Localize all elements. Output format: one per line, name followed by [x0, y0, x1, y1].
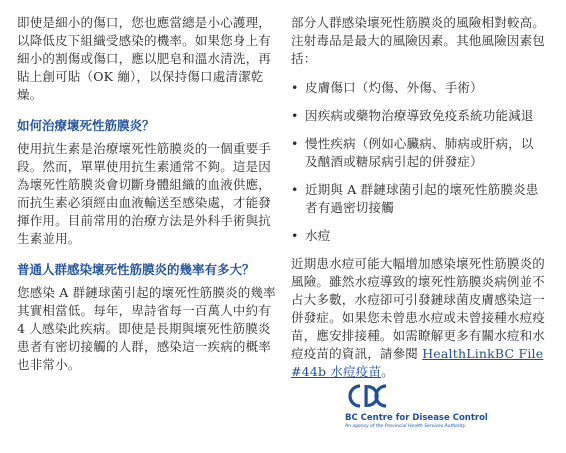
treatment-heading: 如何治療壞死性筋膜炎？ — [17, 118, 155, 133]
list-item-text: 慢性疾病（例如心臟病、肺病或肝病，以及酗酒或糖尿病引起的併發症） — [305, 136, 534, 169]
list-item — [291, 181, 545, 217]
risk-factors-intro: 部分人群感染壞死性筋膜炎的風險相對較高。注射毒品是最大的風險因素。其他風險因素包括： — [291, 15, 546, 66]
risk-heading: 普通人群感染壞死性筋膜炎的幾率有多大？ — [17, 262, 255, 277]
logo-name: BC Centre for Disease Control — [345, 413, 488, 423]
list-item — [291, 107, 545, 125]
left-column — [17, 14, 279, 374]
varicella-paragraph — [291, 255, 545, 381]
bccdc-logo-icon — [347, 383, 391, 409]
risk-paragraph: 您感染 A 群鏈球菌引起的壞死性筋膜炎的幾率其實相當低。每年，卑詩省每一百萬人中約有 4 人感染此疾病。即使是長期與壞死性筋膜炎患者有密切接觸的人群，感染這一疾病的概率也非常小。 — [17, 285, 276, 372]
logo-subtitle: An agency of the Provincial Health Services Authority — [345, 424, 466, 429]
bccdc-logo — [345, 383, 545, 429]
risk-factor-list — [291, 79, 545, 245]
wound-care-paragraph: 即使是細小的傷口，您也應當總是小心護理，以降低皮下組織受感染的機率。如果您身上有細小的割傷或傷口，應以肥皂和溫水清洗，再貼上創可貼（OK 繃），以保持傷口處清潔乾燥。 — [17, 15, 272, 102]
list-item-text: 近期與 A 群鏈球菌引起的壞死性筋膜炎患者有過密切接觸 — [305, 182, 539, 215]
list-item-text: 皮膚傷口（灼傷、外傷、手術） — [305, 80, 483, 95]
healthlink-file-link[interactable]: HealthLinkBC File #44b 水痘疫苗 — [291, 346, 544, 379]
varicella-end: 。 — [381, 364, 394, 379]
right-column — [291, 14, 545, 381]
varicella-text: 近期患水痘可能大幅增加感染壞死性筋膜炎的風險。雖然水痘導致的壞死性筋膜炎病例並不占大多數，水痘卻可引發鏈球菌皮膚感染這一併發症。如果您未曾患水痘或未曾接種水痘疫苗，應安排接種。如需瞭解更多有關水痘和水痘疫苗的資訊，請參閱 — [291, 256, 546, 361]
list-item — [291, 135, 545, 171]
bullet-icon: • — [291, 80, 299, 95]
bullet-icon: • — [291, 108, 299, 123]
bullet-icon: • — [291, 136, 299, 151]
list-item-text: 水痘 — [305, 228, 331, 243]
list-item — [291, 227, 545, 245]
list-item-text: 因疾病或藥物治療導致免疫系統功能減退 — [305, 108, 534, 123]
bullet-icon: • — [291, 228, 299, 243]
list-item — [291, 79, 545, 97]
treatment-paragraph: 使用抗生素是治療壞死性筋膜炎的一個重要手段。然而，單單使用抗生素通常不夠。這是因為壞死性筋膜炎會切斷身體組織的血液供應，而抗生素必須經由血液輸送至感染處，才能發揮作用。目前常用的治療方法是外科手術與抗生素並用。 — [17, 141, 272, 246]
bullet-icon: • — [291, 182, 299, 197]
